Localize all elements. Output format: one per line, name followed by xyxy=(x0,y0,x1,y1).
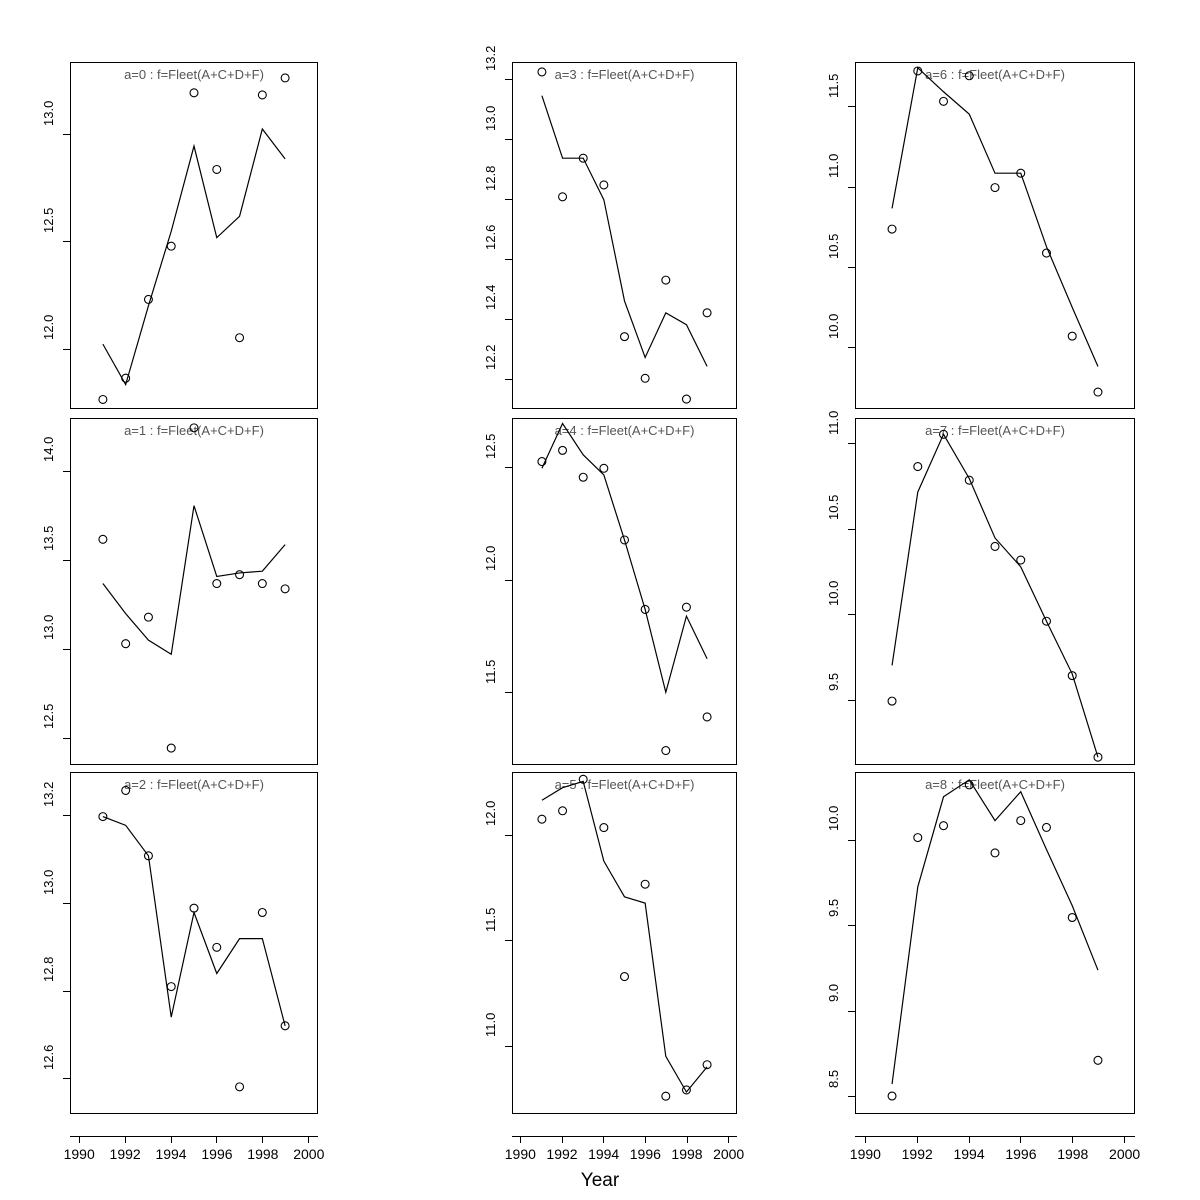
x-tick-label: 1994 xyxy=(155,1146,187,1162)
x-tick-mark xyxy=(1020,1136,1021,1143)
data-point xyxy=(888,225,896,233)
x-tick-label: 1996 xyxy=(201,1146,233,1162)
series-layer xyxy=(513,773,736,1113)
y-tick-mark xyxy=(63,738,70,739)
data-point xyxy=(538,815,546,823)
x-tick-mark xyxy=(603,1136,604,1143)
data-point xyxy=(991,849,999,857)
data-point xyxy=(888,1092,896,1100)
data-point xyxy=(1094,1056,1102,1064)
x-tick-mark xyxy=(171,1136,172,1143)
x-tick-mark xyxy=(1124,1136,1125,1143)
plot-area xyxy=(855,418,1135,765)
fitted-line xyxy=(892,68,1098,367)
data-point xyxy=(559,193,567,201)
y-tick-mark xyxy=(848,347,855,348)
x-tick-mark xyxy=(216,1136,217,1143)
data-point xyxy=(559,807,567,815)
x-axis-line xyxy=(70,1136,318,1137)
fitted-line xyxy=(892,780,1098,1084)
data-point xyxy=(940,97,948,105)
panel-title: a=2 : f=Fleet(A+C+D+F) xyxy=(124,777,264,792)
panel-title: a=7 : f=Fleet(A+C+D+F) xyxy=(925,423,1065,438)
plot-area xyxy=(70,62,318,409)
data-point xyxy=(600,824,608,832)
fitted-line xyxy=(103,506,285,655)
y-tick-mark xyxy=(63,471,70,472)
y-tick-mark xyxy=(505,139,512,140)
series-layer xyxy=(513,419,736,764)
x-tick-label: 1990 xyxy=(63,1146,95,1162)
fitted-line xyxy=(103,129,285,385)
y-tick-mark xyxy=(63,815,70,816)
fitted-line xyxy=(542,96,707,367)
plot-area xyxy=(70,772,318,1114)
series-layer xyxy=(71,63,317,408)
fitted-line xyxy=(103,817,285,1026)
x-tick-mark xyxy=(969,1136,970,1143)
chart-panel: a=4 : f=Fleet(A+C+D+F) 11.5 12.0 12.5 xyxy=(512,418,737,765)
data-point xyxy=(167,242,175,250)
series-layer xyxy=(71,419,317,764)
data-point xyxy=(682,603,690,611)
x-tick-label: 1992 xyxy=(109,1146,141,1162)
y-tick-mark xyxy=(505,1046,512,1047)
y-tick-mark xyxy=(848,1011,855,1012)
data-point xyxy=(213,943,221,951)
y-tick-mark xyxy=(63,349,70,350)
data-point xyxy=(213,166,221,174)
x-tick-label: 2000 xyxy=(1109,1146,1141,1162)
plot-area xyxy=(512,418,737,765)
data-point xyxy=(99,535,107,543)
x-tick-label: 1996 xyxy=(629,1146,661,1162)
x-axis-line xyxy=(855,1136,1135,1137)
data-point xyxy=(538,68,546,76)
x-tick-label: 1990 xyxy=(504,1146,536,1162)
x-axis-line xyxy=(512,1136,737,1137)
data-point xyxy=(991,184,999,192)
y-tick-mark xyxy=(848,1096,855,1097)
data-point xyxy=(258,580,266,588)
data-point xyxy=(281,74,289,82)
y-tick-mark xyxy=(848,700,855,701)
data-point xyxy=(662,1092,670,1100)
data-point xyxy=(1068,332,1076,340)
panel-title: a=0 : f=Fleet(A+C+D+F) xyxy=(124,67,264,82)
series-layer xyxy=(71,773,317,1113)
panel-title: a=5 : f=Fleet(A+C+D+F) xyxy=(554,777,695,792)
chart-panel: a=7 : f=Fleet(A+C+D+F) 9.5 10.0 10.5 11.0 xyxy=(855,418,1135,765)
y-tick-mark xyxy=(63,903,70,904)
chart-panel: a=8 : f=Fleet(A+C+D+F) 8.5 9.0 9.5 10.0 1990 1992 1994 1996 1998 2000 xyxy=(855,772,1135,1114)
data-point xyxy=(621,333,629,341)
data-point xyxy=(144,613,152,621)
x-tick-label: 1992 xyxy=(901,1146,933,1162)
y-tick-mark xyxy=(848,106,855,107)
x-tick-mark xyxy=(1072,1136,1073,1143)
x-tick-mark xyxy=(262,1136,263,1143)
data-point xyxy=(1068,914,1076,922)
data-point xyxy=(703,713,711,721)
data-point xyxy=(621,973,629,981)
x-tick-mark xyxy=(728,1136,729,1143)
y-tick-mark xyxy=(63,134,70,135)
y-tick-mark xyxy=(63,241,70,242)
chart-panel: a=2 : f=Fleet(A+C+D+F) 12.6 12.8 13.0 13.2 1990 1992 1994 1996 1998 2000 xyxy=(70,772,318,1114)
data-point xyxy=(682,395,690,403)
data-point xyxy=(914,834,922,842)
data-point xyxy=(258,91,266,99)
y-tick-mark xyxy=(505,692,512,693)
y-tick-mark xyxy=(848,443,855,444)
series-layer xyxy=(856,773,1134,1113)
data-point xyxy=(99,396,107,404)
x-tick-mark xyxy=(687,1136,688,1143)
y-tick-mark xyxy=(505,467,512,468)
x-tick-label: 2000 xyxy=(713,1146,745,1162)
x-tick-label: 2000 xyxy=(293,1146,325,1162)
y-tick-mark xyxy=(505,835,512,836)
data-point xyxy=(1043,823,1051,831)
data-point xyxy=(236,571,244,579)
data-point xyxy=(662,276,670,284)
data-point xyxy=(991,542,999,550)
x-tick-mark xyxy=(520,1136,521,1143)
y-tick-mark xyxy=(505,79,512,80)
data-point xyxy=(559,446,567,454)
y-tick-mark xyxy=(505,580,512,581)
panel-title: a=6 : f=Fleet(A+C+D+F) xyxy=(925,67,1065,82)
y-tick-mark xyxy=(848,187,855,188)
plot-area xyxy=(855,772,1135,1114)
data-point xyxy=(662,747,670,755)
x-tick-mark xyxy=(562,1136,563,1143)
data-point xyxy=(190,89,198,97)
x-tick-mark xyxy=(865,1136,866,1143)
chart-panel: a=0 : f=Fleet(A+C+D+F) 12.0 12.5 13.0 xyxy=(70,62,318,409)
data-point xyxy=(600,181,608,189)
x-tick-label: 1992 xyxy=(546,1146,578,1162)
y-tick-mark xyxy=(63,649,70,650)
data-point xyxy=(641,374,649,382)
series-layer xyxy=(856,63,1134,408)
data-point xyxy=(167,744,175,752)
y-tick-mark xyxy=(505,379,512,380)
y-tick-mark xyxy=(505,199,512,200)
data-point xyxy=(703,309,711,317)
data-point xyxy=(1094,753,1102,761)
data-point xyxy=(1094,388,1102,396)
chart-panel: a=1 : f=Fleet(A+C+D+F) 12.5 13.0 13.5 14.0 xyxy=(70,418,318,765)
data-point xyxy=(190,424,198,432)
data-point xyxy=(888,697,896,705)
panel-title: a=1 : f=Fleet(A+C+D+F) xyxy=(124,423,264,438)
x-tick-label: 1994 xyxy=(953,1146,985,1162)
x-tick-label: 1990 xyxy=(849,1146,881,1162)
data-point xyxy=(281,585,289,593)
fitted-line xyxy=(542,781,707,1092)
x-tick-mark xyxy=(917,1136,918,1143)
x-tick-label: 1998 xyxy=(1057,1146,1089,1162)
data-point xyxy=(258,909,266,917)
panel-title: a=3 : f=Fleet(A+C+D+F) xyxy=(554,67,695,82)
data-point xyxy=(600,464,608,472)
y-tick-mark xyxy=(848,529,855,530)
chart-panel: a=6 : f=Fleet(A+C+D+F) 10.0 10.5 11.0 11.5 xyxy=(855,62,1135,409)
x-tick-label: 1998 xyxy=(247,1146,279,1162)
x-tick-label: 1998 xyxy=(671,1146,703,1162)
data-point xyxy=(1017,817,1025,825)
x-tick-mark xyxy=(79,1136,80,1143)
y-tick-mark xyxy=(848,925,855,926)
y-tick-mark xyxy=(63,1078,70,1079)
fitted-line xyxy=(542,423,707,692)
plot-area xyxy=(70,418,318,765)
data-point xyxy=(940,822,948,830)
data-point xyxy=(236,1083,244,1091)
chart-panel: a=3 : f=Fleet(A+C+D+F) 12.2 12.4 12.6 12.8 13.0 13.2 xyxy=(512,62,737,409)
data-point xyxy=(579,473,587,481)
panel-title: a=8 : f=Fleet(A+C+D+F) xyxy=(925,777,1065,792)
x-tick-mark xyxy=(125,1136,126,1143)
y-tick-mark xyxy=(505,319,512,320)
plot-area xyxy=(512,772,737,1114)
series-layer xyxy=(856,419,1134,764)
data-point xyxy=(641,880,649,888)
data-point xyxy=(236,334,244,342)
figure-xlabel: Year xyxy=(580,1170,620,1191)
y-tick-mark xyxy=(63,991,70,992)
y-tick-mark xyxy=(848,840,855,841)
y-tick-mark xyxy=(63,560,70,561)
x-tick-label: 1994 xyxy=(588,1146,620,1162)
chart-panel: a=5 : f=Fleet(A+C+D+F) 11.0 11.5 12.0 1990 1992 1994 1996 1998 2000 xyxy=(512,772,737,1114)
y-tick-mark xyxy=(505,259,512,260)
fitted-line xyxy=(892,434,1098,757)
data-point xyxy=(213,580,221,588)
data-point xyxy=(965,72,973,80)
y-tick-mark xyxy=(848,267,855,268)
x-tick-label: 1996 xyxy=(1005,1146,1037,1162)
panel-title: a=4 : f=Fleet(A+C+D+F) xyxy=(554,423,695,438)
x-tick-mark xyxy=(308,1136,309,1143)
data-point xyxy=(122,640,130,648)
y-tick-mark xyxy=(505,940,512,941)
series-layer xyxy=(513,63,736,408)
data-point xyxy=(122,786,130,794)
plot-area xyxy=(855,62,1135,409)
y-tick-mark xyxy=(848,614,855,615)
data-point xyxy=(914,463,922,471)
plot-area xyxy=(512,62,737,409)
data-point xyxy=(167,983,175,991)
x-tick-mark xyxy=(645,1136,646,1143)
